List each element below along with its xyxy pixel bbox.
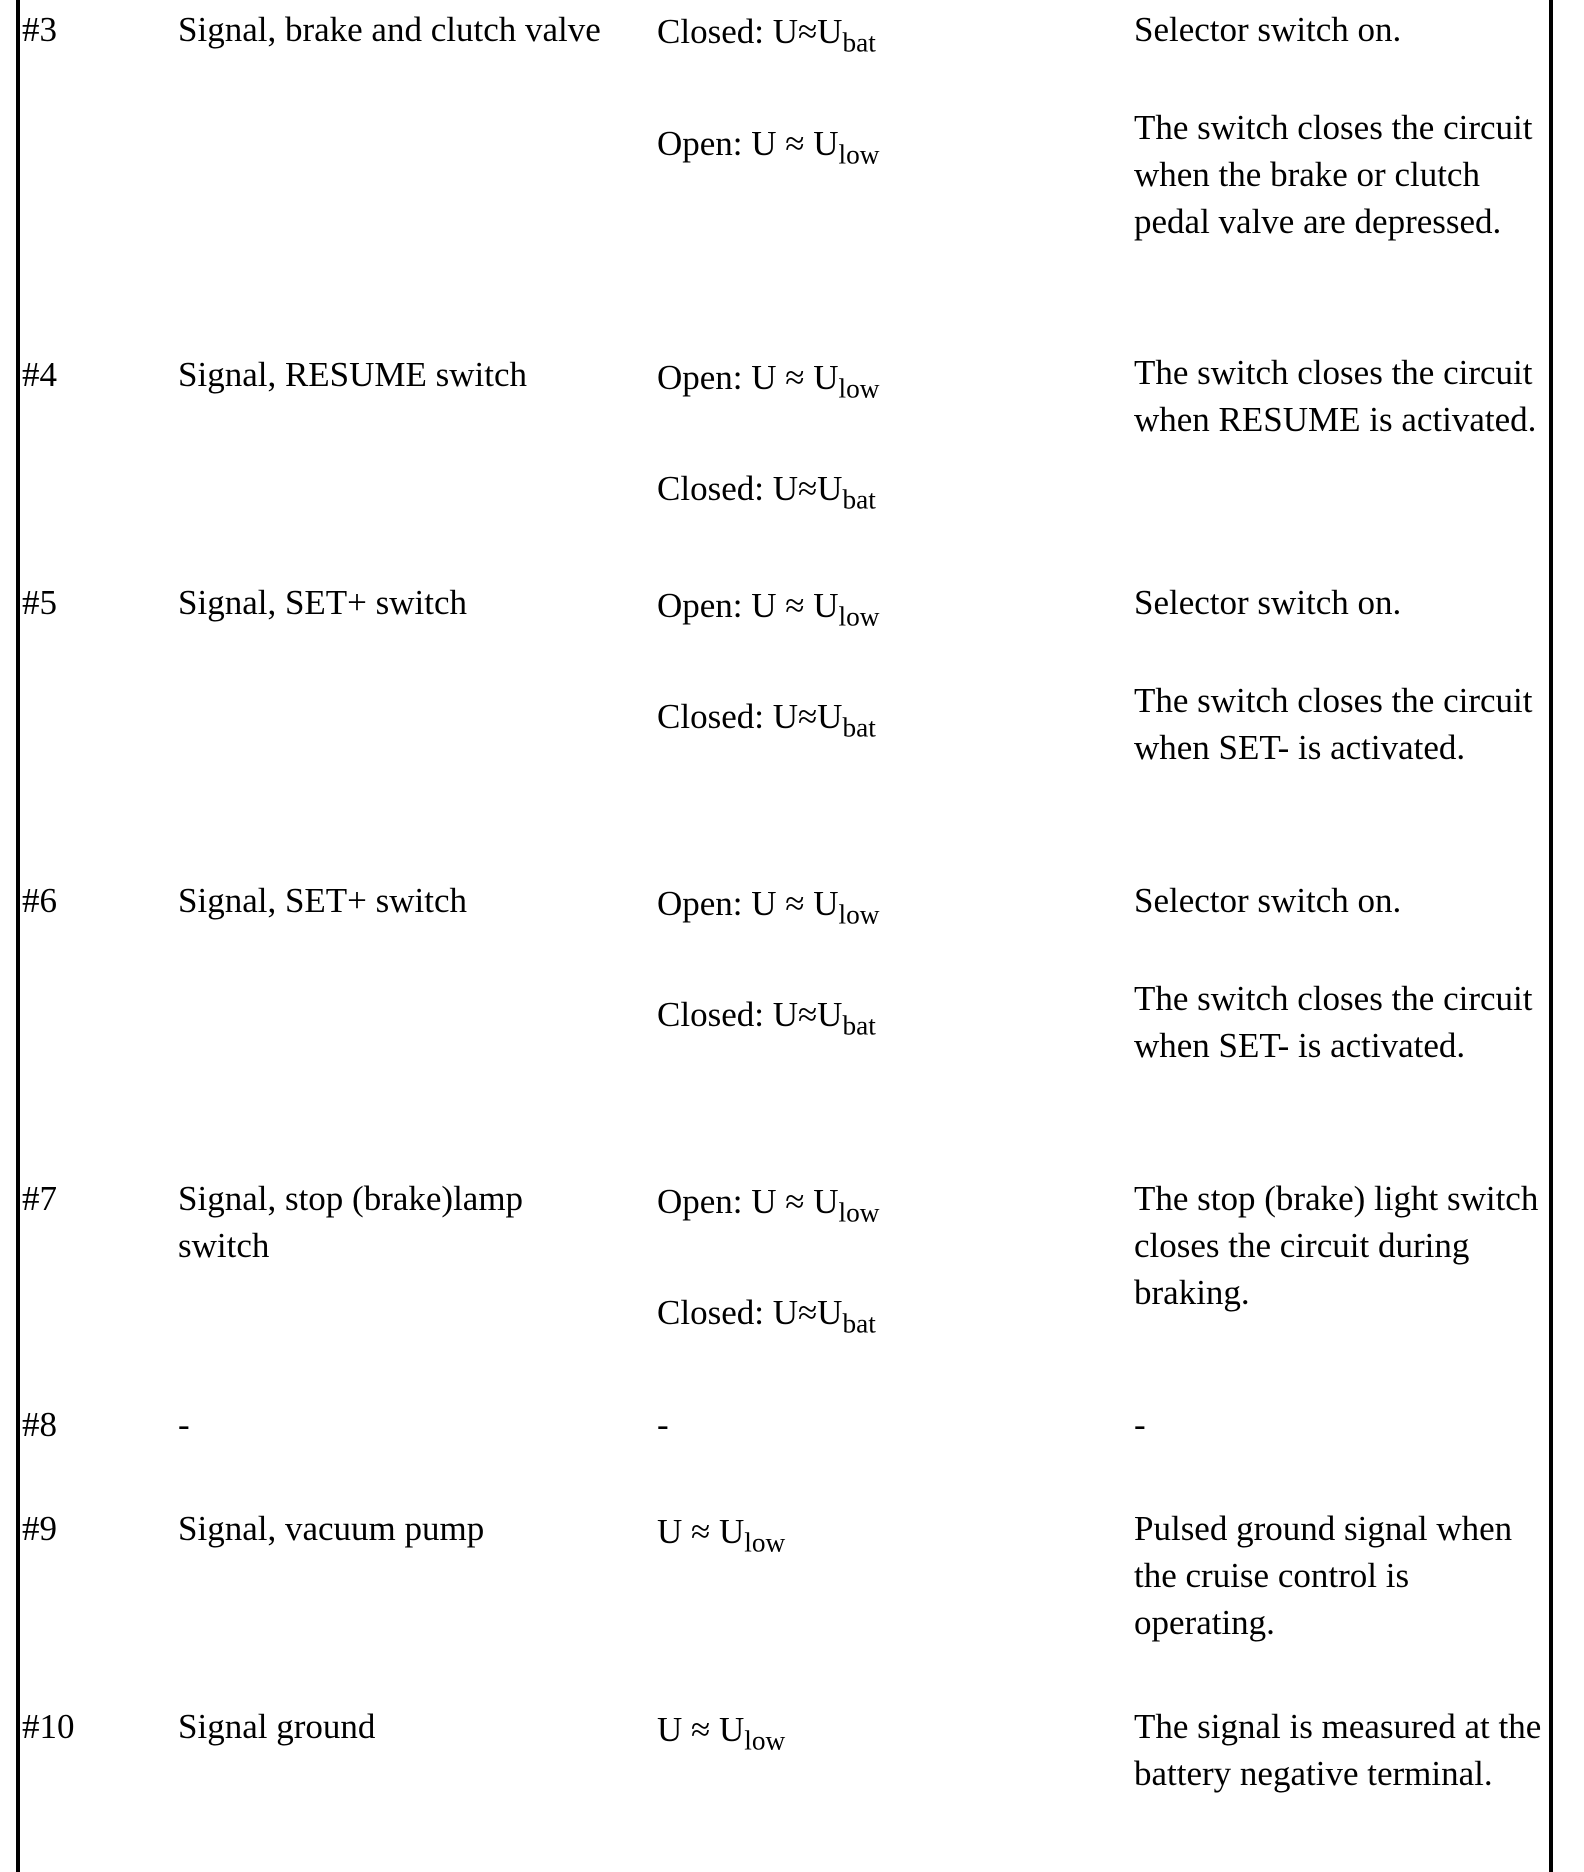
pin-number: #6 [22,881,57,920]
signal-name: Signal, RESUME switch [178,355,528,394]
signal-description: Selector switch on. [1134,583,1402,622]
voltage-state: $U \approx U_{low}$ [657,1710,786,1756]
signal-description: Selector switch on. [1134,10,1402,49]
voltage-state: Open: $U \approx U_{low}$ [657,884,880,930]
voltage-state: Closed: $U\approx U_{bat}$ [657,1293,876,1339]
signal-name: - [178,1405,190,1444]
pin-number: #8 [22,1405,57,1444]
signal-description: Pulsed ground signal when the cruise control is operating. [1134,1509,1513,1642]
pin-number: #10 [22,1707,75,1746]
signal-description: - [1134,1405,1146,1444]
signal-name: Signal, brake and clutch valve [178,10,601,49]
signal-description: The switch closes the circuit when SET- is activated. [1134,681,1533,767]
voltage-state: Open: $U \approx U_{low}$ [657,124,880,170]
voltage-state: Closed: $U\approx U_{bat}$ [657,995,876,1041]
pin-number: #7 [22,1179,57,1218]
signal-name: Signal, SET+ switch [178,583,468,622]
voltage-state: Closed: $U\approx U_{bat}$ [657,469,876,515]
signal-name: Signal ground [178,1707,376,1746]
voltage-state: Open: $U \approx U_{low}$ [657,358,880,404]
signal-description: The switch closes the circuit when RESUME is activated. [1134,353,1537,439]
voltage-state: Closed: $U\approx U_{bat}$ [657,12,876,58]
signal-description: The stop (brake) light switch closes the circuit during braking. [1134,1179,1539,1312]
voltage-state: Open: $U \approx U_{low}$ [657,586,880,632]
voltage-state: $U \approx U_{low}$ [657,1512,786,1558]
right-border-line [1549,0,1553,1872]
pin-number: #9 [22,1509,57,1548]
left-border-line [16,0,20,1872]
voltage-state: Open: $U \approx U_{low}$ [657,1182,880,1228]
signal-name: Signal, vacuum pump [178,1509,485,1548]
signal-name: Signal, SET+ switch [178,881,468,920]
signal-description: The signal is measured at the battery negative terminal. [1134,1707,1542,1793]
pin-number: #4 [22,355,57,394]
signal-name: Signal, stop (brake)lamp switch [178,1179,524,1265]
voltage-state: Closed: $U\approx U_{bat}$ [657,697,876,743]
signal-description: The switch closes the circuit when SET- is activated. [1134,979,1533,1065]
signal-description: The switch closes the circuit when the brake or clutch pedal valve are depressed. [1134,108,1533,241]
voltage-state: - [657,1405,669,1444]
signal-description: Selector switch on. [1134,881,1402,920]
pin-number: #5 [22,583,57,622]
pin-number: #3 [22,10,57,49]
